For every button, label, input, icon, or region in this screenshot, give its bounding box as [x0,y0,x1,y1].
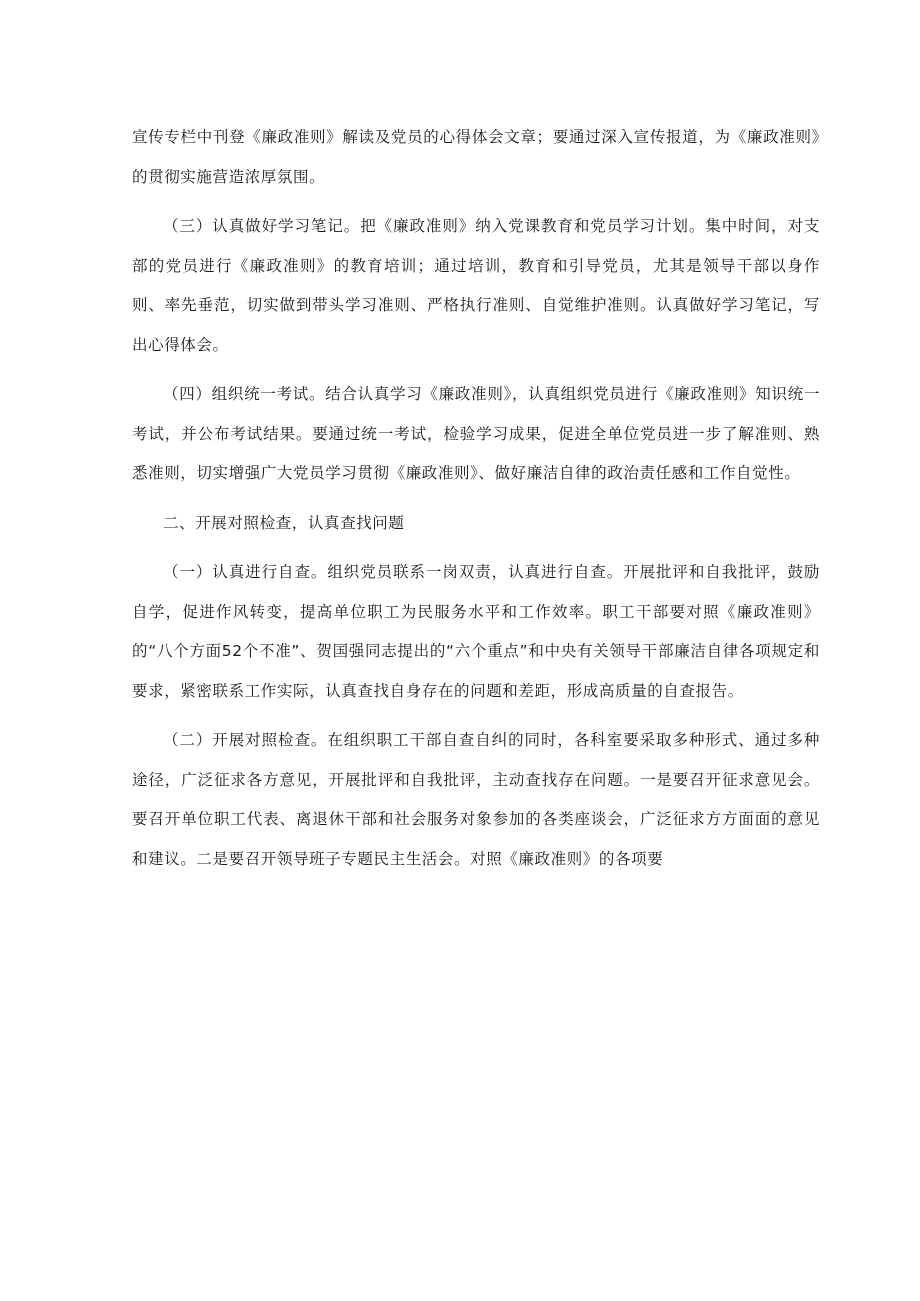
document-body [132,118,820,889]
section-heading-self-check: 二、开展对照检查，认真查找问题 [163,513,405,532]
paragraph-study-notes: （三）认真做好学习笔记。把《廉政准则》纳入党课教育和党员学习计划。集中时间，对支部的党员进行《廉政准则》的教育培训；通过培训，教育和引导党员，尤其是领导干部以身作则、率先垂范，切实做到带头学习准则、严格执行准则、自觉维护准则。认真做好学习笔记，写出心得体会。 [132,217,820,354]
paragraph-unified-exam: （四）组织统一考试。结合认真学习《廉政准则》，认真组织党员进行《廉政准则》知识统一考试，并公布考试结果。要通过统一考试，检验学习成果，促进全单位党员进一步了解准则、熟悉准则，切实增强广大党员学习贯彻《廉政准则》、做好廉洁自律的政治责任感和工作自觉性。 [132,385,820,482]
paragraph-cross-check: （二）开展对照检查。在组织职工干部自查自纠的同时，各科室要采取多种形式、通过多种途径，广泛征求各方意见，开展批评和自我批评，主动查找存在问题。一是要召开征求意见会。要召开单位职工代表、离退休干部和社会服务对象参加的各类座谈会，广泛征求方方面面的意见和建议。二是要召开领导班子专题民主生活会。对照《廉政准则》的各项要 [132,731,820,868]
paragraph-continuation: 宣传专栏中刊登《廉政准则》解读及党员的心得体会文章；要通过深入宣传报道，为《廉政准则》的贯彻实施营造浓厚氛围。 [132,128,820,186]
paragraph-self-inspection: （一）认真进行自查。组织党员联系一岗双责，认真进行自查。开展批评和自我批评，鼓励自学，促进作风转变，提高单位职工为民服务水平和工作效率。职工干部要对照《廉政准则》的“八个方面52个不准”、贺国强同志提出的“六个重点”和中央有关领导干部廉洁自律各项规定和要求，紧密联系工作实际，认真查找自身存在的问题和差距，形成高质量的自查报告。 [132,563,820,700]
